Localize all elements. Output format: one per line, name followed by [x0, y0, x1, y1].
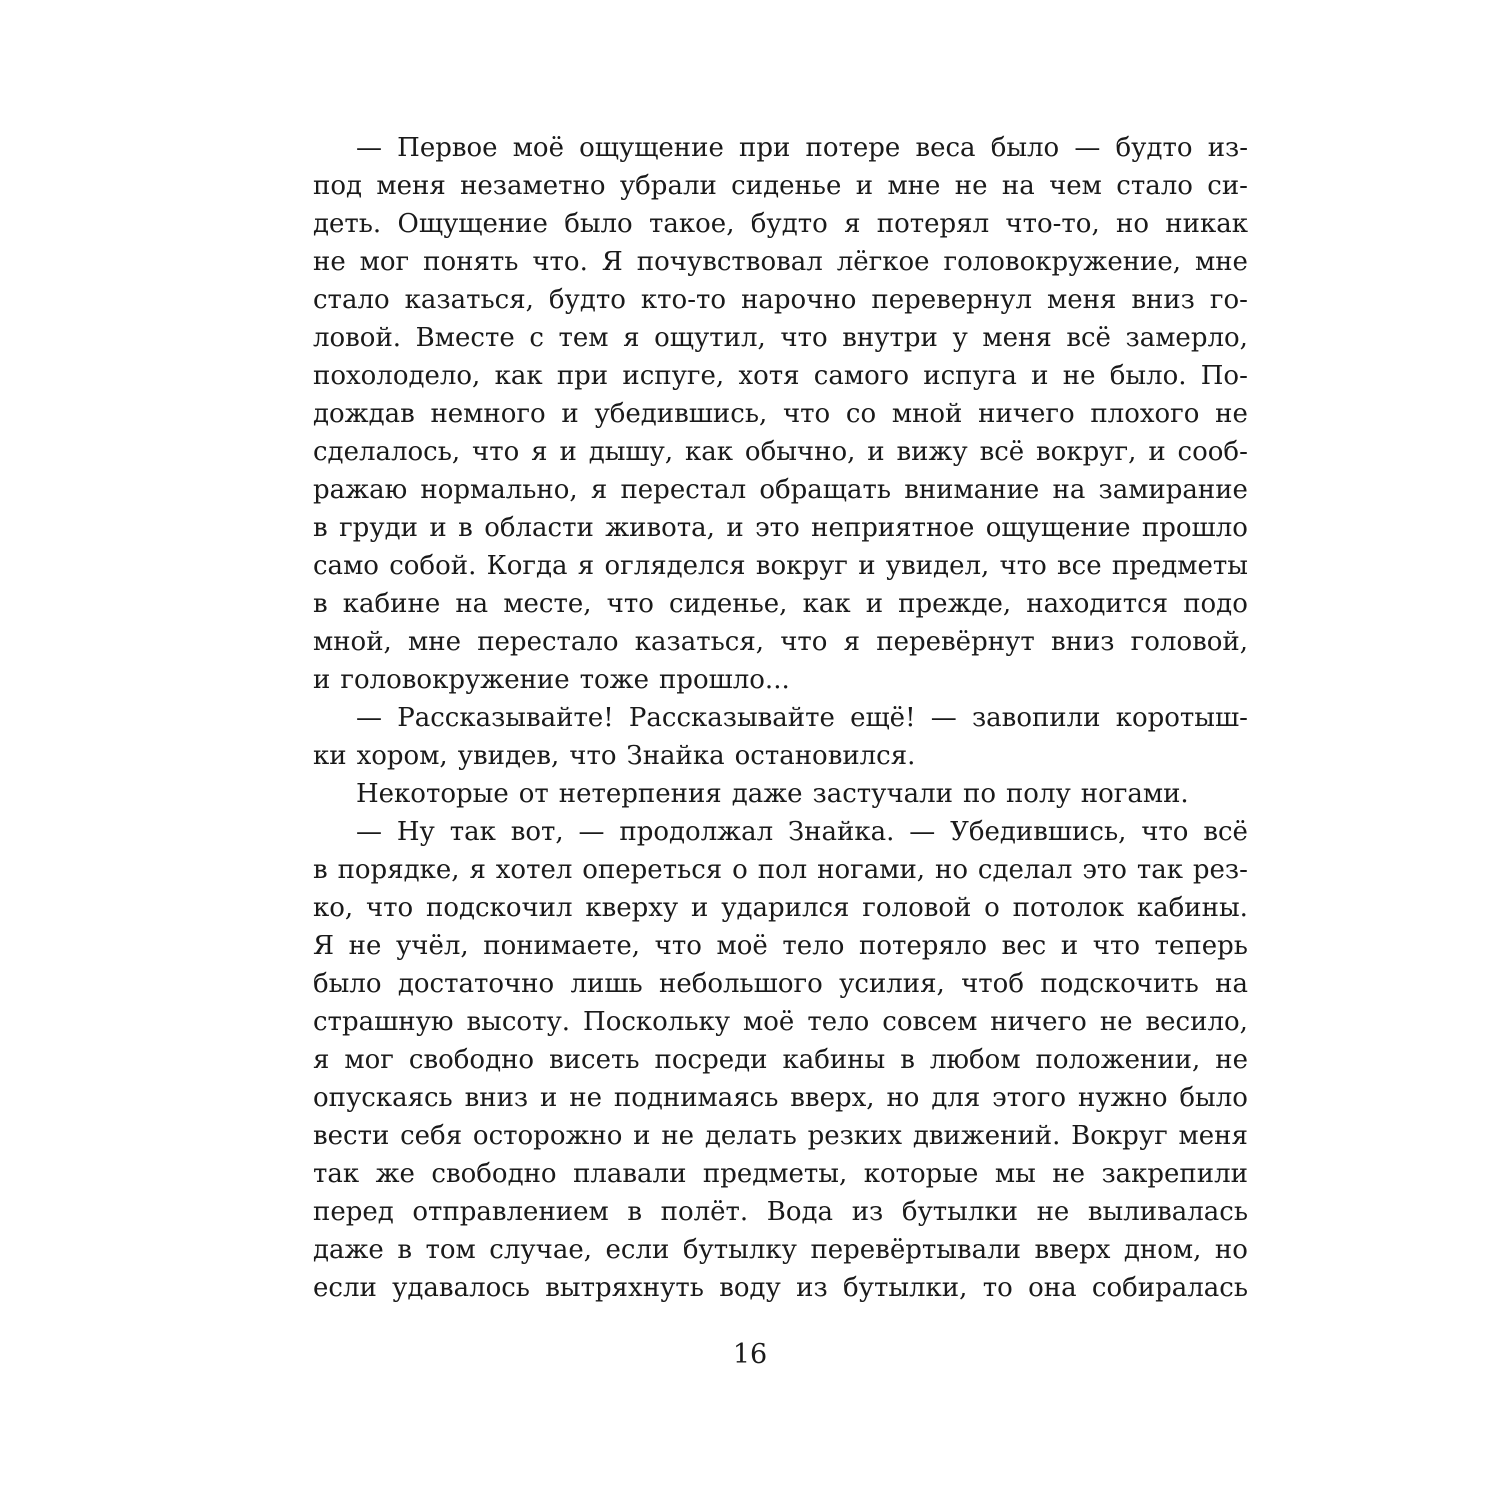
page-number: 16	[732, 1339, 768, 1370]
text-line: если удавалось вытряхнуть воду из бутылки, то она собиралась	[313, 1273, 1248, 1303]
text-line: дождав немного и убедившись, что со мной ничего плохого не	[313, 399, 1248, 429]
text-line: страшную высоту. Поскольку моё тело совсем ничего не весило,	[313, 1007, 1248, 1037]
text-line: — Первое моё ощущение при потере веса было — будто из-	[356, 133, 1248, 163]
text-line: Некоторые от нетерпения даже застучали по полу ногами.	[356, 779, 1189, 809]
text-line: в кабине на месте, что сиденье, как и прежде, находится подо	[313, 589, 1248, 619]
text-line: под меня незаметно убрали сиденье и мне не на чем стало си-	[313, 171, 1248, 201]
text-line: в груди и в области живота, и это неприятное ощущение прошло	[313, 513, 1248, 543]
text-line: опускаясь вниз и не поднимаясь вверх, но для этого нужно было	[313, 1083, 1248, 1113]
text-line: я мог свободно висеть посреди кабины в любом положении, не	[313, 1045, 1248, 1075]
text-line: деть. Ощущение было такое, будто я потерял что-то, но никак	[313, 209, 1248, 239]
text-line: не мог понять что. Я почувствовал лёгкое головокружение, мне	[313, 247, 1248, 277]
text-line: Я не учёл, понимаете, что моё тело потеряло вес и что теперь	[313, 931, 1248, 961]
text-line: было достаточно лишь небольшого усилия, чтоб подскочить на	[313, 969, 1248, 999]
text-line: перед отправлением в полёт. Вода из бутылки не выливалась	[313, 1197, 1248, 1227]
text-line: — Рассказывайте! Рассказывайте ещё! — завопили коротыш-	[356, 703, 1248, 733]
text-line: ки хором, увидев, что Знайка остановился.	[313, 741, 916, 771]
text-line: даже в том случае, если бутылку перевёртывали вверх дном, но	[313, 1235, 1248, 1265]
text-line: в порядке, я хотел опереться о пол ногами, но сделал это так рез-	[313, 855, 1248, 885]
text-line: ражаю нормально, я перестал обращать внимание на замирание	[313, 475, 1248, 505]
text-line: ко, что подскочил кверху и ударился головой о потолок кабины.	[313, 893, 1248, 923]
text-line: так же свободно плавали предметы, которые мы не закрепили	[313, 1159, 1248, 1189]
body-text	[313, 129, 1248, 1307]
text-line: само собой. Когда я огляделся вокруг и увидел, что все предметы	[313, 551, 1248, 581]
text-line: стало казаться, будто кто-то нарочно перевернул меня вниз го-	[313, 285, 1248, 315]
text-line: ловой. Вместе с тем я ощутил, что внутри у меня всё замерло,	[313, 323, 1248, 353]
text-line: и головокружение тоже прошло...	[313, 665, 790, 695]
text-line: похолодело, как при испуге, хотя самого испуга и не было. По-	[313, 361, 1248, 391]
text-line: вести себя осторожно и не делать резких движений. Вокруг меня	[313, 1121, 1248, 1151]
text-line: — Ну так вот, — продолжал Знайка. — Убедившись, что всё	[356, 817, 1248, 847]
text-line: мной, мне перестало казаться, что я перевёрнут вниз головой,	[313, 627, 1248, 657]
text-line: сделалось, что я и дышу, как обычно, и вижу всё вокруг, и сооб-	[313, 437, 1248, 467]
